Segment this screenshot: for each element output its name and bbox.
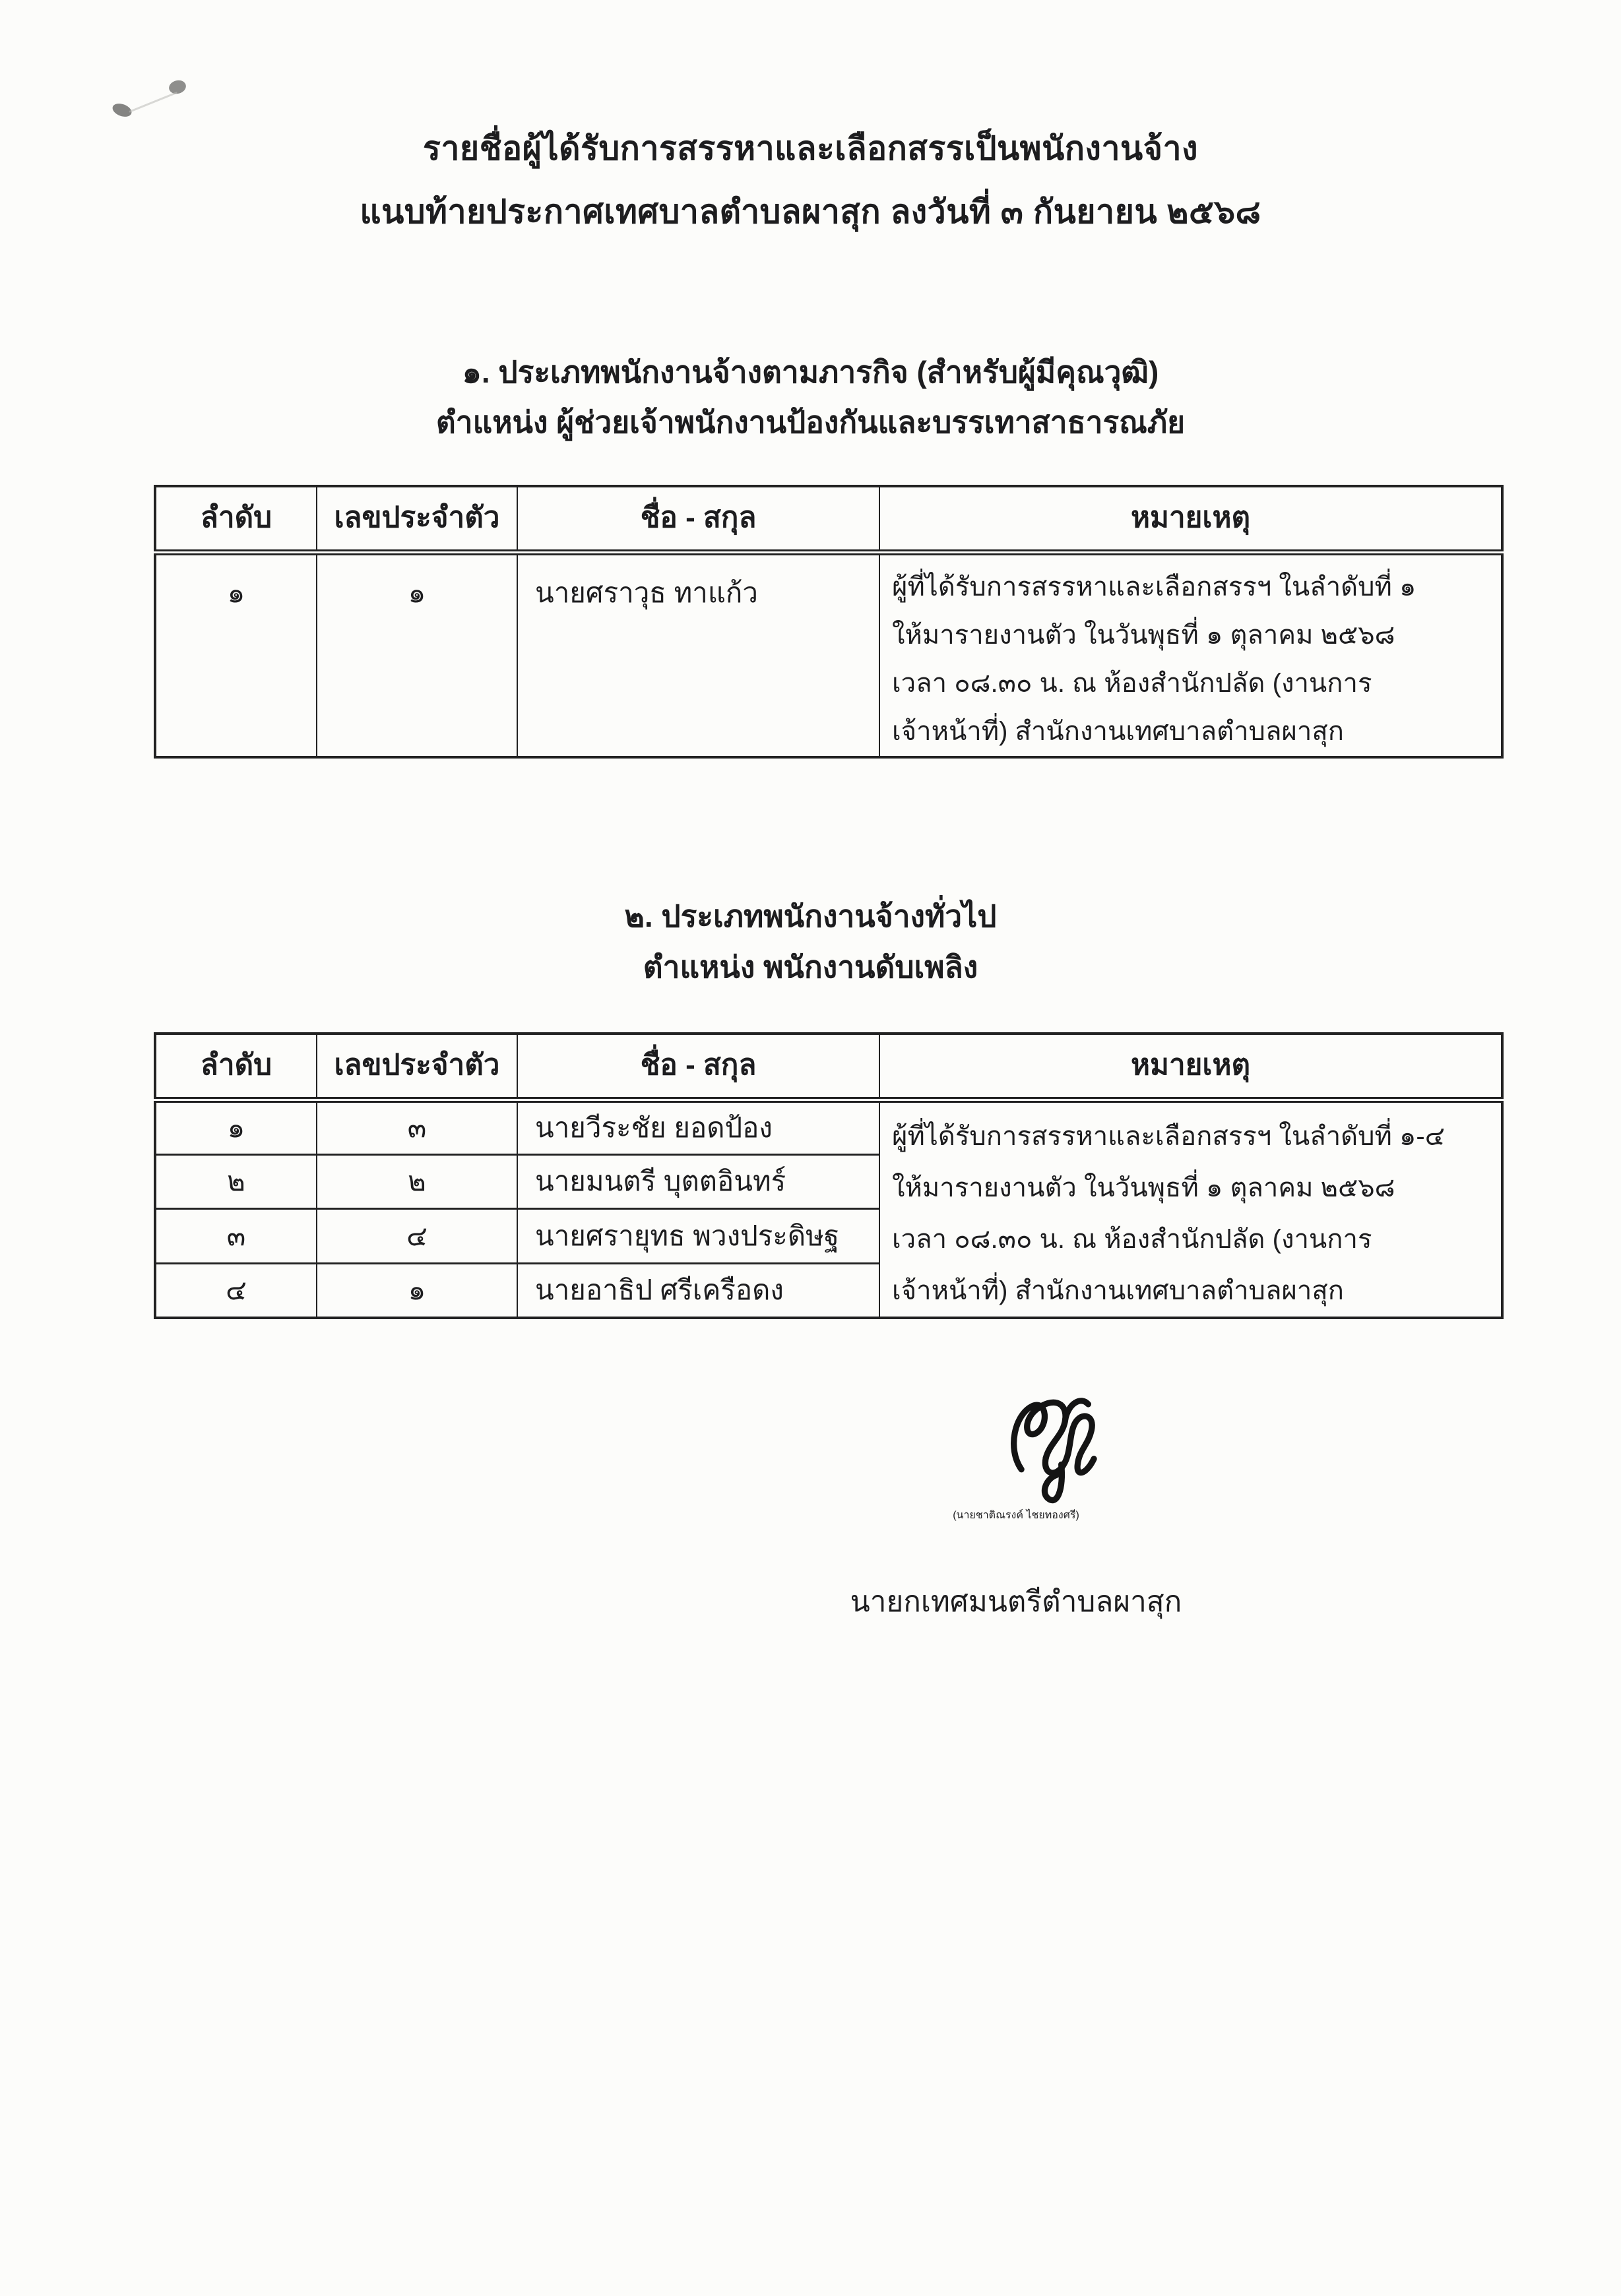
cell-id: ๑ xyxy=(317,553,517,758)
cell-id: ๒ xyxy=(317,1154,517,1209)
remark-line: ผู้ที่ได้รับการสรรหาและเลือกสรรฯ ในลำดับที่ ๑ xyxy=(892,573,1416,602)
column-header-order: ลำดับ xyxy=(155,1034,317,1100)
cell-order: ๑ xyxy=(155,1100,317,1155)
cell-order: ๓ xyxy=(155,1209,317,1264)
column-header-name: ชื่อ - สกุล xyxy=(517,486,879,553)
cell-name: นายศราวุธ ทาแก้ว xyxy=(517,553,879,758)
table-section2 xyxy=(154,1032,1504,1319)
document-title-line1: รายชื่อผู้ได้รับการสรรหาและเลือกสรรเป็นพนักงานจ้าง xyxy=(422,130,1199,167)
cell-id: ๑ xyxy=(317,1263,517,1318)
cell-id: ๓ xyxy=(317,1100,517,1155)
cell-name: นายมนตรี บุตตอินทร์ xyxy=(517,1154,879,1209)
cell-order: ๒ xyxy=(155,1154,317,1209)
signer-name: (นายชาติณรงค์ ไชยทองศรี) xyxy=(953,1510,1079,1521)
remark-line: เจ้าหน้าที่) สำนักงานเทศบาลตำบลผาสุก xyxy=(892,717,1344,746)
column-header-remark: หมายเหตุ xyxy=(879,1034,1502,1100)
cell-name: นายศรายุทธ พวงประดิษฐ xyxy=(517,1209,879,1264)
table-header-row xyxy=(155,1034,1502,1100)
table-header-row xyxy=(155,486,1502,553)
section2-position: ตำแหน่ง พนักงานดับเพลิง xyxy=(643,950,978,984)
remark-line: เวลา ๐๘.๓๐ น. ณ ห้องสำนักปลัด (งานการ xyxy=(892,669,1372,698)
handwritten-signature xyxy=(993,1373,1118,1512)
cell-remark xyxy=(879,553,1502,758)
column-header-id: เลขประจำตัว xyxy=(317,486,517,553)
remark-line: เจ้าหน้าที่) สำนักงานเทศบาลตำบลผาสุก xyxy=(892,1276,1344,1305)
cell-name: นายอาธิป ศรีเครือดง xyxy=(517,1263,879,1318)
cell-remark xyxy=(879,1100,1502,1319)
remark-line: ให้มารายงานตัว ในวันพุธที่ ๑ ตุลาคม ๒๕๖๘ xyxy=(892,621,1395,650)
column-header-name: ชื่อ - สกุล xyxy=(517,1034,879,1100)
table-row xyxy=(155,1100,1502,1155)
column-header-order: ลำดับ xyxy=(155,486,317,553)
section1-heading: ๑. ประเภทพนักงานจ้างตามภารกิจ (สำหรับผู้มีคุณวุฒิ) xyxy=(462,355,1159,389)
signer-title: นายกเทศมนตรีตำบลผาสุก xyxy=(850,1586,1182,1618)
cell-id: ๔ xyxy=(317,1209,517,1264)
cell-order: ๑ xyxy=(155,553,317,758)
section2-heading: ๒. ประเภทพนักงานจ้างทั่วไป xyxy=(624,899,997,933)
remark-line: ผู้ที่ได้รับการสรรหาและเลือกสรรฯ ในลำดับที่ ๑-๔ xyxy=(892,1122,1445,1151)
cell-order: ๔ xyxy=(155,1263,317,1318)
table-section1 xyxy=(154,485,1504,759)
column-header-id: เลขประจำตัว xyxy=(317,1034,517,1100)
column-header-remark: หมายเหตุ xyxy=(879,486,1502,553)
cell-name: นายวีระชัย ยอดป้อง xyxy=(517,1100,879,1155)
table-row xyxy=(155,553,1502,758)
section1-position: ตำแหน่ง ผู้ช่วยเจ้าพนักงานป้องกันและบรรเทาสาธารณภัย xyxy=(435,405,1186,439)
remark-line: เวลา ๐๘.๓๐ น. ณ ห้องสำนักปลัด (งานการ xyxy=(892,1225,1372,1254)
remark-line: ให้มารายงานตัว ในวันพุธที่ ๑ ตุลาคม ๒๕๖๘ xyxy=(892,1173,1395,1202)
document-title-line2: แนบท้ายประกาศเทศบาลตำบลผาสุก ลงวันที่ ๓ กันยายน ๒๕๖๘ xyxy=(360,193,1261,230)
